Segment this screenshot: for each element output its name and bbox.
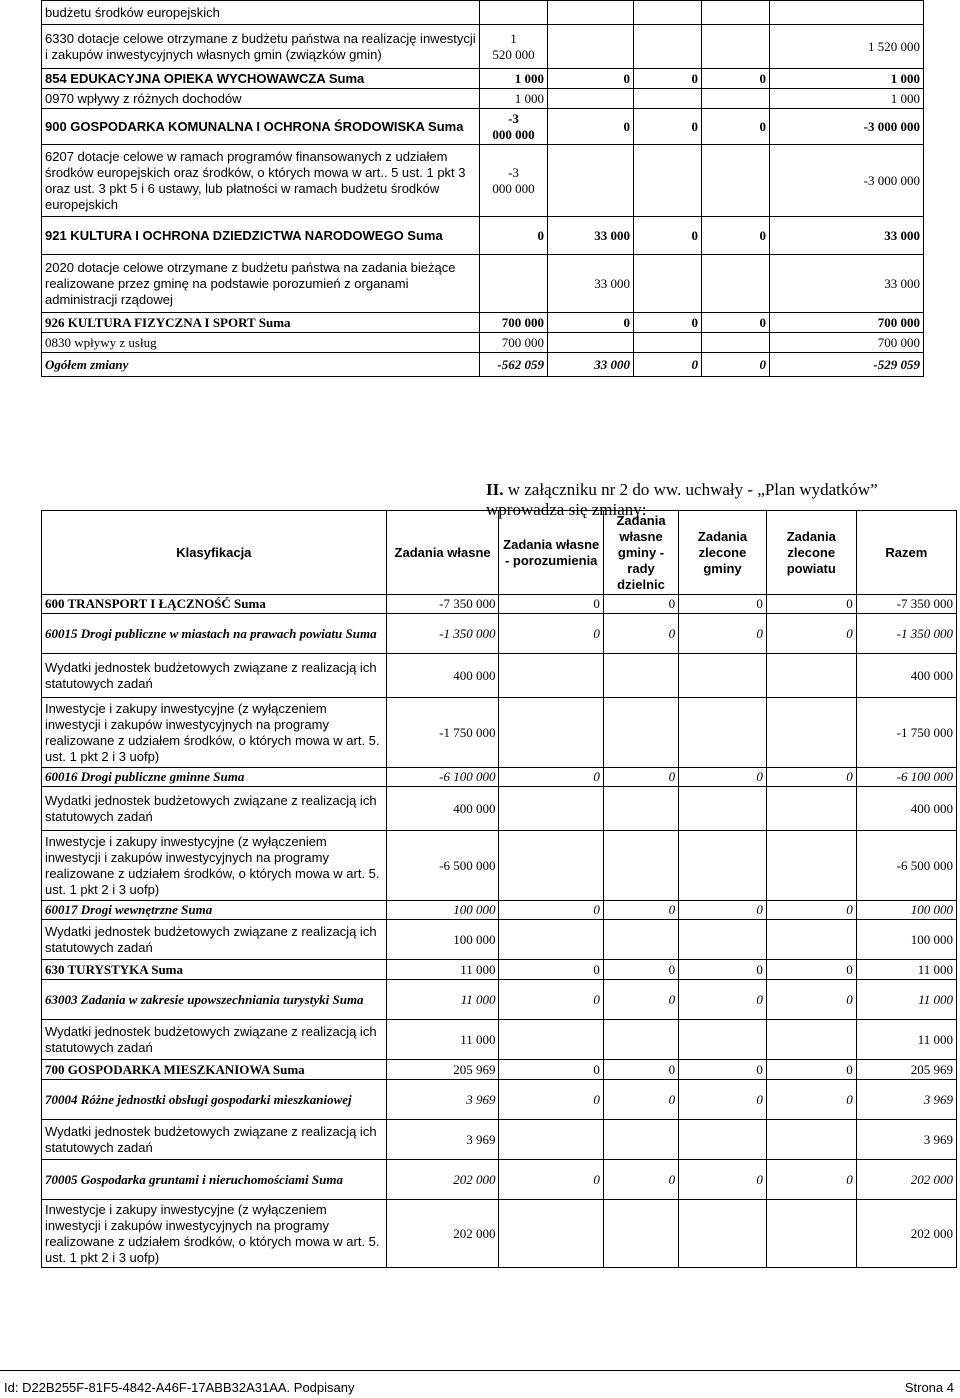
value-cell: 0 xyxy=(679,901,767,920)
value-cell: -562 059 xyxy=(480,353,548,377)
value-cell: 0 xyxy=(679,614,767,654)
table-row xyxy=(42,1080,957,1120)
total-cell: -1 750 000 xyxy=(856,698,956,768)
value-cell: 11 000 xyxy=(386,1020,499,1060)
value-cell xyxy=(603,1200,678,1268)
table-row xyxy=(42,255,924,313)
value-cell xyxy=(603,920,678,960)
value-cell xyxy=(603,654,678,698)
value-cell: 3 969 xyxy=(386,1120,499,1160)
table-row xyxy=(42,787,957,831)
section-number: II. xyxy=(486,480,504,499)
total-cell: 100 000 xyxy=(856,901,956,920)
column-header: Klasyfikacja xyxy=(42,511,387,595)
value-cell: 1 000 xyxy=(480,69,548,89)
total-cell: -1 350 000 xyxy=(856,614,956,654)
total-cell: -6 100 000 xyxy=(856,768,956,787)
table-header-row xyxy=(42,511,957,595)
total-cell: 11 000 xyxy=(856,1020,956,1060)
row-description: 600 TRANSPORT I ŁĄCZNOŚĆ Suma xyxy=(42,595,387,614)
table-row xyxy=(42,89,924,109)
page-number: Strona 4 xyxy=(904,1380,954,1395)
value-cell: 33 000 xyxy=(548,217,634,255)
total-cell: 3 969 xyxy=(856,1120,956,1160)
value-cell: 400 000 xyxy=(386,654,499,698)
value-cell: 0 xyxy=(499,1160,603,1200)
table-row xyxy=(42,69,924,89)
table-row xyxy=(42,654,957,698)
row-description: 70005 Gospodarka gruntami i nieruchomościami Suma xyxy=(42,1160,387,1200)
value-cell xyxy=(766,787,856,831)
value-cell xyxy=(603,1020,678,1060)
value-cell: -6 100 000 xyxy=(386,768,499,787)
row-description: 70004 Różne jednostki obsługi gospodarki mieszkaniowej xyxy=(42,1080,387,1120)
value-cell xyxy=(766,920,856,960)
value-cell: 0 xyxy=(548,109,634,145)
row-description: 926 KULTURA FIZYCZNA I SPORT Suma xyxy=(42,313,480,333)
value-cell xyxy=(766,831,856,901)
table-row xyxy=(42,1120,957,1160)
value-cell: 0 xyxy=(603,960,678,980)
value-cell: 0 xyxy=(603,901,678,920)
row-description: Wydatki jednostek budżetowych związane z realizacją ich statutowych zadań xyxy=(42,1020,387,1060)
column-header: Zadania zlecone gminy xyxy=(679,511,767,595)
row-description: 63003 Zadania w zakresie upowszechniania turystyki Suma xyxy=(42,980,387,1020)
table-row xyxy=(42,333,924,353)
value-cell: 0 xyxy=(702,217,770,255)
value-cell: 0 xyxy=(499,1060,603,1080)
row-description: 921 KULTURA I OCHRONA DZIEDZICTWA NARODOWEGO Suma xyxy=(42,217,480,255)
row-description: 60017 Drogi wewnętrzne Suma xyxy=(42,901,387,920)
column-header: Zadania własne xyxy=(386,511,499,595)
section-text: w załączniku nr 2 do ww. uchwały - „Plan wydatków” wprowadza się zmiany: xyxy=(486,480,878,519)
value-cell: 3 969 xyxy=(386,1080,499,1120)
total-cell: 700 000 xyxy=(770,333,924,353)
column-header: Zadania zlecone powiatu xyxy=(766,511,856,595)
row-description: Ogółem zmiany xyxy=(42,353,480,377)
total-cell: -6 500 000 xyxy=(856,831,956,901)
total-cell: 11 000 xyxy=(856,960,956,980)
value-cell: 0 xyxy=(634,353,702,377)
total-cell: 100 000 xyxy=(856,920,956,960)
table-row xyxy=(42,109,924,145)
value-cell: 0 xyxy=(603,768,678,787)
table-row xyxy=(42,595,957,614)
value-cell: 0 xyxy=(499,980,603,1020)
value-cell xyxy=(766,1120,856,1160)
value-cell: 0 xyxy=(702,109,770,145)
value-cell: 0 xyxy=(766,1060,856,1080)
table-row xyxy=(42,145,924,217)
value-cell: 0 xyxy=(766,614,856,654)
value-cell: 0 xyxy=(603,1060,678,1080)
value-cell: 0 xyxy=(603,980,678,1020)
table-row xyxy=(42,768,957,787)
total-cell: 1 000 xyxy=(770,89,924,109)
row-description: 6207 dotacje celowe w ramach programów finansowanych z udziałem środków europejskich oraz środków, o których mowa w art.. 5 ust. 1 pkt 3 oraz ust. 3 pkt 5 i 6 ustawy, lub płatności w ramach budżetu środków europejskich xyxy=(42,145,480,217)
value-cell xyxy=(603,787,678,831)
row-description: Wydatki jednostek budżetowych związane z realizacją ich statutowych zadań xyxy=(42,1120,387,1160)
row-description: 60016 Drogi publiczne gminne Suma xyxy=(42,768,387,787)
value-cell: 202 000 xyxy=(386,1160,499,1200)
value-cell xyxy=(679,1020,767,1060)
table-row xyxy=(42,25,924,69)
total-cell: 700 000 xyxy=(770,313,924,333)
value-cell: 202 000 xyxy=(386,1200,499,1268)
total-cell: -7 350 000 xyxy=(856,595,956,614)
total-cell: 1 520 000 xyxy=(770,25,924,69)
table-row xyxy=(42,698,957,768)
value-cell xyxy=(603,831,678,901)
total-cell: -529 059 xyxy=(770,353,924,377)
value-cell: -6 500 000 xyxy=(386,831,499,901)
value-cell: 700 000 xyxy=(480,333,548,353)
row-description: Inwestycje i zakupy inwestycyjne (z wyłączeniem inwestycji i zakupów inwestycyjnych na programy realizowane z udziałem środków, o których mowa w art. 5. ust. 1 pkt 2 i 3 uofp) xyxy=(42,1200,387,1268)
value-cell: 0 xyxy=(634,217,702,255)
value-cell: 0 xyxy=(766,960,856,980)
table-row xyxy=(42,1,924,25)
table-row xyxy=(42,1160,957,1200)
table-row xyxy=(42,901,957,920)
value-cell xyxy=(679,920,767,960)
column-header: Razem xyxy=(856,511,956,595)
value-cell xyxy=(766,654,856,698)
value-cell: 0 xyxy=(603,1160,678,1200)
value-cell: 0 xyxy=(679,1080,767,1120)
value-cell xyxy=(499,831,603,901)
value-cell: 0 xyxy=(499,960,603,980)
revenue-changes-table xyxy=(41,0,924,377)
value-cell: -1 750 000 xyxy=(386,698,499,768)
value-cell xyxy=(499,654,603,698)
value-cell: 1 520 000 xyxy=(480,25,548,69)
value-cell: 0 xyxy=(603,1080,678,1120)
total-cell: 202 000 xyxy=(856,1160,956,1200)
value-cell xyxy=(766,1200,856,1268)
value-cell: 1 000 xyxy=(480,89,548,109)
table-row xyxy=(42,1060,957,1080)
value-cell: 0 xyxy=(679,980,767,1020)
value-cell: 33 000 xyxy=(548,255,634,313)
table-row xyxy=(42,313,924,333)
row-description: 60015 Drogi publiczne w miastach na prawach powiatu Suma xyxy=(42,614,387,654)
row-description: Wydatki jednostek budżetowych związane z realizacją ich statutowych zadań xyxy=(42,787,387,831)
value-cell: 0 xyxy=(766,768,856,787)
value-cell: 0 xyxy=(548,313,634,333)
row-description: Inwestycje i zakupy inwestycyjne (z wyłączeniem inwestycji i zakupów inwestycyjnych na programy realizowane z udziałem środków, o których mowa w art. 5. ust. 1 pkt 2 i 3 uofp) xyxy=(42,698,387,768)
column-header: Zadania własne gminy - rady dzielnic xyxy=(603,511,678,595)
value-cell: 0 xyxy=(766,1080,856,1120)
value-cell: 0 xyxy=(679,960,767,980)
value-cell: 0 xyxy=(766,1160,856,1200)
value-cell: 0 xyxy=(499,901,603,920)
value-cell xyxy=(679,1120,767,1160)
value-cell: 0 xyxy=(499,614,603,654)
value-cell: 0 xyxy=(548,69,634,89)
value-cell: 0 xyxy=(603,614,678,654)
row-description: budżetu środków europejskich xyxy=(42,1,480,25)
total-cell: 400 000 xyxy=(856,787,956,831)
value-cell: 0 xyxy=(634,313,702,333)
value-cell xyxy=(499,920,603,960)
value-cell: 0 xyxy=(499,1080,603,1120)
value-cell: -3 000 000 xyxy=(480,109,548,145)
value-cell: 11 000 xyxy=(386,980,499,1020)
total-cell: -3 000 000 xyxy=(770,145,924,217)
table-row xyxy=(42,1200,957,1268)
total-cell: 33 000 xyxy=(770,255,924,313)
value-cell: 0 xyxy=(499,595,603,614)
value-cell xyxy=(679,831,767,901)
value-cell xyxy=(679,698,767,768)
value-cell xyxy=(679,787,767,831)
value-cell xyxy=(603,698,678,768)
total-cell: 205 969 xyxy=(856,1060,956,1080)
value-cell: 0 xyxy=(702,353,770,377)
value-cell xyxy=(499,1020,603,1060)
value-cell: 100 000 xyxy=(386,901,499,920)
value-cell: 100 000 xyxy=(386,920,499,960)
value-cell: 0 xyxy=(679,768,767,787)
row-description: Wydatki jednostek budżetowych związane z realizacją ich statutowych zadań xyxy=(42,654,387,698)
row-description: 630 TURYSTYKA Suma xyxy=(42,960,387,980)
total-cell: -3 000 000 xyxy=(770,109,924,145)
total-cell: 1 000 xyxy=(770,69,924,89)
table-row xyxy=(42,980,957,1020)
total-cell: 11 000 xyxy=(856,980,956,1020)
value-cell: 700 000 xyxy=(480,313,548,333)
value-cell: 0 xyxy=(766,595,856,614)
row-description: Inwestycje i zakupy inwestycyjne (z wyłączeniem inwestycji i zakupów inwestycyjnych na programy realizowane z udziałem środków, o których mowa w art. 5. ust. 1 pkt 2 i 3 uofp) xyxy=(42,831,387,901)
row-description: 6330 dotacje celowe otrzymane z budżetu państwa na realizację inwestycji i zakupów inwestycyjnych własnych gmin (związków gmin) xyxy=(42,25,480,69)
value-cell: 205 969 xyxy=(386,1060,499,1080)
table-row xyxy=(42,960,957,980)
table-row xyxy=(42,831,957,901)
table-row xyxy=(42,353,924,377)
total-cell: 33 000 xyxy=(770,217,924,255)
expenditure-changes-table xyxy=(41,510,957,1268)
table-row xyxy=(42,614,957,654)
row-description: 0830 wpływy z usług xyxy=(42,333,480,353)
table-row xyxy=(42,920,957,960)
value-cell xyxy=(499,1120,603,1160)
row-description: Wydatki jednostek budżetowych związane z realizacją ich statutowych zadań xyxy=(42,920,387,960)
value-cell xyxy=(679,654,767,698)
value-cell xyxy=(679,1200,767,1268)
value-cell: 11 000 xyxy=(386,960,499,980)
value-cell: 0 xyxy=(499,768,603,787)
value-cell: 0 xyxy=(603,595,678,614)
value-cell: 0 xyxy=(679,1160,767,1200)
value-cell: 400 000 xyxy=(386,787,499,831)
total-cell: 3 969 xyxy=(856,1080,956,1120)
value-cell: 0 xyxy=(766,980,856,1020)
value-cell: 0 xyxy=(634,69,702,89)
value-cell xyxy=(766,698,856,768)
value-cell xyxy=(499,1200,603,1268)
value-cell: 0 xyxy=(766,901,856,920)
value-cell: 0 xyxy=(702,69,770,89)
row-description: 2020 dotacje celowe otrzymane z budżetu państwa na zadania bieżące realizowane przez gminę na podstawie porozumień z organami administracji rządowej xyxy=(42,255,480,313)
row-description: 854 EDUKACYJNA OPIEKA WYCHOWAWCZA Suma xyxy=(42,69,480,89)
row-description: 900 GOSPODARKA KOMUNALNA I OCHRONA ŚRODOWISKA Suma xyxy=(42,109,480,145)
footer-divider xyxy=(0,1370,960,1371)
value-cell xyxy=(766,1020,856,1060)
value-cell: 0 xyxy=(634,109,702,145)
value-cell: 0 xyxy=(480,217,548,255)
table-row xyxy=(42,1020,957,1060)
table-row xyxy=(42,217,924,255)
document-id: Id: D22B255F-81F5-4842-A46F-17ABB32A31AA. Podpisany xyxy=(4,1380,355,1395)
value-cell: 0 xyxy=(679,1060,767,1080)
value-cell xyxy=(499,698,603,768)
column-header: Zadania własne - porozumienia xyxy=(499,511,603,595)
value-cell: 0 xyxy=(702,313,770,333)
value-cell: 0 xyxy=(679,595,767,614)
value-cell: 33 000 xyxy=(548,353,634,377)
total-cell: 400 000 xyxy=(856,654,956,698)
value-cell: -3 000 000 xyxy=(480,145,548,217)
value-cell xyxy=(499,787,603,831)
value-cell: -1 350 000 xyxy=(386,614,499,654)
row-description: 700 GOSPODARKA MIESZKANIOWA Suma xyxy=(42,1060,387,1080)
value-cell xyxy=(603,1120,678,1160)
total-cell: 202 000 xyxy=(856,1200,956,1268)
value-cell: -7 350 000 xyxy=(386,595,499,614)
row-description: 0970 wpływy z różnych dochodów xyxy=(42,89,480,109)
